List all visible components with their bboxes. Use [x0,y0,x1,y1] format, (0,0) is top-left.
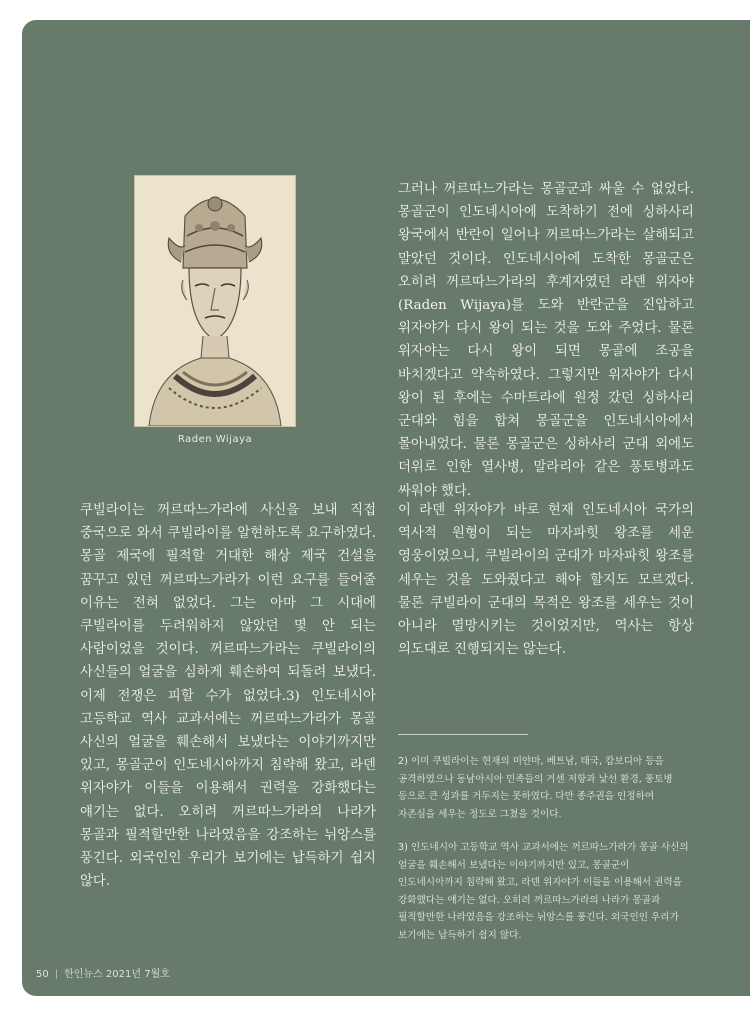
publication-name: 한인뉴스 2021년 7월호 [64,969,170,980]
footnote-2: 2) 이미 쿠빌라이는 현재의 미얀마, 베트남, 태국, 캄보디아 등을 공격하였으나 동남아시아 민족들의 거센 저항과 낯선 환경, 풍토병 등으로 큰 성과를 거두지는 못하였다. 다만 종주권을 인정하여 자존심을 세우는 정도로 그쳤을 것이다. [398,756,673,820]
left-column [80,499,376,893]
right-column-middle [398,499,694,661]
raden-wijaya-portrait [135,176,295,426]
portrait-sketch [135,176,295,426]
paragraph-left: 쿠빌라이는 꺼르따느가라에 사신을 보내 직접 중국으로 와서 쿠빌라이를 알현하도록 요구하였다. 몽골 제국에 필적할 거대한 해상 제국 건설을 꿈꾸고 있던 꺼르따느가라가 이런 요구를 들어줄 이유는 전혀 없었다. 그는 아마 그 시대에 쿠빌라이를 두려워하지 않았던 몇 안 되는 사람이었을 것이다. 꺼르따느가라는 쿠빌라이의 사신들의 얼굴을 심하게 훼손하여 되돌려 보냈다. 이제 전쟁은 피할 수가 없었다.3) 인도네시아 고등학교 역사 교과서에는 꺼르따느가라가 몽골 사신의 얼굴을 훼손해서 보냈다는 이야기까지만 있고, 몽골군이 인도네시아까지 침략해 왔고, 라덴 위자야가 이들을 이용해서 권력을 강화했다는 얘기는 없다. 오히려 꺼르따느가라의 나라가 몽골과 필적할만한 나라였음을 강조하는 뉘앙스를 풍긴다. 외국인인 우리가 보기에는 납득하기 쉽지 않다. [80,503,376,890]
page-footer [36,965,170,980]
footnotes [398,753,692,960]
page-number: 50 [36,969,49,980]
article-page [22,20,750,996]
portrait-caption: Raden Wijaya [177,434,253,445]
paragraph-right-middle: 이 라덴 위자야가 바로 현재 인도네시아 국가의 역사적 원형이 되는 마자파힛 왕조를 세운 영웅이었으니, 쿠빌라이의 군대가 마자파힛 왕조를 세우는 것을 도와줬다고 해야 할지도 모르겠다. 물론 쿠빌라이 군대의 목적은 왕조를 세우는 것이 아니라 멸망시키는 것이었지만, 역사는 항상 의도대로 진행되지는 않는다. [398,503,694,658]
footer-separator: | [54,969,59,980]
footnote-3: 3) 인도네시아 고등학교 역사 교과서에는 꺼르따느가라가 몽골 사신의 얼굴을 훼손해서 보냈다는 이야기까지만 있고, 몽골군이 인도네시아까지 침략해 왔고, 라덴 위자야가 이들을 이용해서 권력을 강화했다는 얘기는 없다. 오히려 꺼르따느가라의 나라가 몽골과 필적할만한 나라였음을 강조하는 뉘앙스를 풍긴다. 외국인인 우리가 보기에는 납득하기 쉽지 않다. [398,842,689,941]
footnote-divider [398,734,528,735]
right-column-top [398,178,694,503]
paragraph-right-top: 그러나 꺼르따느가라는 몽골군과 싸울 수 없었다. 몽골군이 인도네시아에 도착하기 전에 싱하사리 왕국에서 반란이 일어나 꺼르따느가라는 살해되고 말았던 것이다. 인도네시아에 도착한 몽골군은 오히려 꺼르따느가라의 후계자였던 라덴 위자야(Raden Wijaya)를 도와 반란군을 진압하고 위자야가 다시 왕이 되는 것을 도와 주었다. 물론 위자야는 다시 왕이 되면 몽골에 조공을 바치겠다고 약속하였다. 그렇지만 위자야가 다시 왕이 된 후에는 수마트라에 원정 갔던 싱하사리 군대와 힘을 합쳐 몽골군을 인도네시아에서 몰아내었다. 물론 몽골군은 싱하사리 군대 외에도 더위로 인한 열사병, 말라리아 같은 풍토병과도 싸워야 했다. [398,182,694,499]
